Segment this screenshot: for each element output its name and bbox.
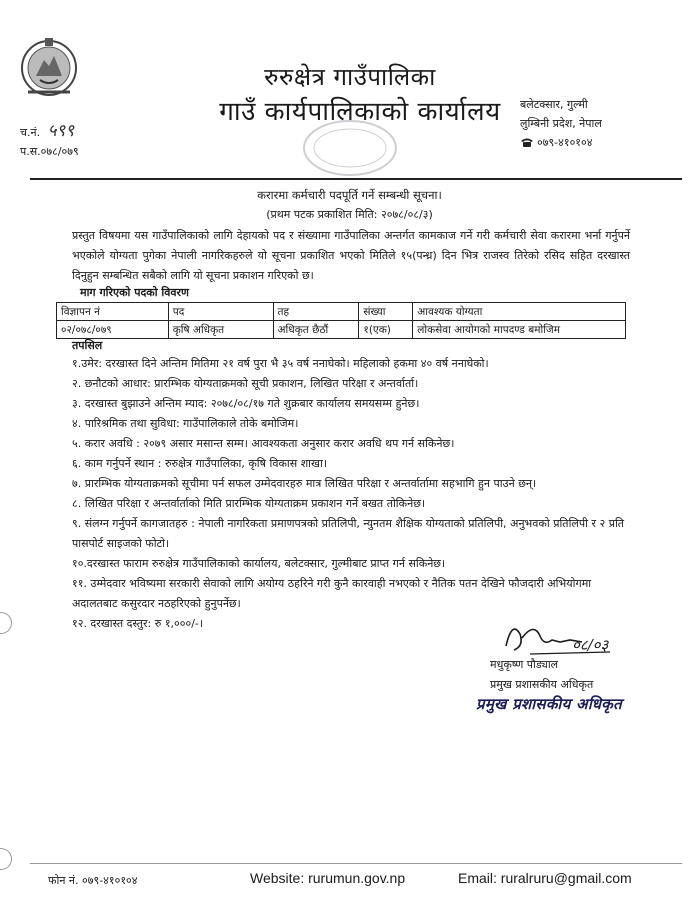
chalani-label: च.नं. (20, 126, 41, 139)
signature-date: ०८/०३ (572, 636, 609, 654)
footer-divider (30, 863, 682, 864)
list-item: ११. उम्मेदवार भविष्यमा सरकारी सेवाको लागि अयोग्य ठहरिने गरी कुनै कारवाही नभएको र नैतिक पतन देखिने फौजदारी अभियोगमा अदालतबाट कसुरदार नठहरिएको हुनुपर्नेछ। (72, 577, 592, 610)
footer-website: Website: rurumun.gov.np (250, 870, 406, 886)
list-item: ५. करार अवधि : २०७९ असार मसान्त सम्म। आवश्यकता अनुसार करार अवधि थप गर्न सकिनेछ। (72, 437, 455, 450)
office-name: गाउँ कार्यपालिकाको कार्यालय (219, 97, 501, 127)
notice-title: करारमा कर्मचारी पदपूर्ति गर्ने सम्बन्धी सूचना। (257, 188, 442, 202)
designation-stamp: प्रमुख प्रशासकीय अधिकृत (476, 695, 622, 713)
list-item: १.उमेर: दरखास्त दिने अन्तिम मितिमा २१ वर्ष पुरा भै ३५ वर्ष ननाघेको। महिलाको हकमा ४० वर्ष ननाघेको। (72, 357, 489, 370)
list-item: २. छनौटको आधार: प्रारम्भिक योग्यताक्रमको सूची प्रकाशन, लिखित परिक्षा र अन्तर्वार्ता। (72, 377, 419, 390)
table-header: विज्ञापन नं (57, 303, 169, 321)
table-cell: १(एक) (359, 321, 413, 339)
table-header-row (57, 303, 626, 321)
municipality-name: रुरुक्षेत्र गाउँपालिका (264, 63, 436, 91)
table-header: तह (273, 303, 359, 321)
office-seal-stamp (300, 118, 400, 178)
table-header: पद (168, 303, 273, 321)
list-item: ६. काम गर्नुपर्ने स्थान : रुरुक्षेत्र गाउँपालिका, कृषि विकास शाखा। (72, 457, 328, 470)
table-cell: अधिकृत छैठौं (273, 321, 359, 339)
list-item: ८. लिखित परिक्षा र अन्तर्वार्ताको मिति प्रारम्भिक योग्यताक्रम प्रकाशन गर्ने बखत तोकिनेछ। (72, 497, 426, 510)
table-header: संख्या (359, 303, 413, 321)
details-list (72, 354, 632, 634)
list-item: १०.दरखास्त फाराम रुरुक्षेत्र गाउँपालिकाको कार्यालय, बलेटक्सार, गुल्मीबाट प्राप्त गर्न सकिनेछ। (72, 557, 446, 570)
details-heading: तपसिल (72, 339, 103, 352)
table-cell: कृषि अधिकृत (168, 321, 273, 339)
list-item: ९. संलग्न गर्नुपर्ने कागजातहरु : नेपाली नागरिकता प्रमाणपत्रको प्रतिलिपी, न्युनतम शैक्षिक योग्यताको प्रतिलिपी, अनुभवको प्रतिलिपी र २ प्रति पासपोर्ट साइजको फोटो। (72, 517, 625, 550)
header-divider (30, 178, 682, 180)
table-title: माग गरिएको पदको विवरण (80, 286, 189, 299)
fiscal-year: प.स.०७८/०७९ (20, 145, 79, 158)
footer-email: Email: ruralruru@gmail.com (458, 870, 632, 886)
address-line-1: बलेटक्सार, गुल्मी (520, 98, 588, 111)
margin-mark (0, 848, 12, 870)
list-item: ७. प्रारम्भिक योग्यताक्रमको सूचीमा पर्न सफल उम्मेदवारहरु मात्र लिखित परिक्षा र अन्तर्वार्तामा सहभागि हुन पाउने छन्। (72, 477, 537, 490)
margin-mark (0, 612, 12, 634)
list-item: ४. पारिश्रमिक तथा सुविधा: गाउँपालिकाले तोके बमोजिम। (72, 417, 299, 430)
phone-number: ०७९-४१०१०४ (537, 136, 593, 149)
address-line-2: लुम्बिनी प्रदेश, नेपाल (520, 117, 602, 130)
office-address (520, 95, 602, 152)
chalani-value: ५९९ (47, 121, 75, 141)
table-row (57, 321, 626, 339)
nepal-emblem-icon (18, 36, 80, 102)
phone-line (520, 133, 602, 152)
signer-name: मधुकृष्ण पौड्याल (490, 658, 559, 671)
signer-designation: प्रमुख प्रशासकीय अधिकृत (490, 678, 594, 691)
telephone-icon (520, 137, 534, 148)
table-header: आवश्यक योग्यता (413, 303, 626, 321)
notice-subtitle: (प्रथम पटक प्रकाशित मिति: २०७८/०८/३) (266, 208, 433, 221)
chalani-number (20, 121, 75, 141)
footer-phone: फोन नं. ०७९-४१०१०४ (48, 874, 138, 887)
handwritten-signature (500, 616, 620, 662)
list-item: ३. दरखास्त बुझाउने अन्तिम म्याद: २०७८/०८/१७ गते शुक्रबार कार्यालय समयसम्म हुनेछ। (72, 397, 420, 410)
posts-table (56, 302, 626, 339)
list-item: १२. दरखास्त दस्तुर: रु १,०००/-। (72, 617, 204, 630)
notice-intro: प्रस्तुत विषयमा यस गाउँपालिकाको लागि देहायको पद र संख्यामा गाउँपालिका अन्तर्गत कामकाज गर्ने गरी कर्मचारी सेवा करारमा भर्ना गर्नुपर्ने भएकोले योग्यता पुगेका नेपाली नागरिकहरुले यो सूचना प्रकाशित भएको मितिले १५(पन्ध्र) दिन भित्र राजस्व तिरेको रसिद सहित दरखास्त दिनुहुन सम्बन्धित सबैको लागि यो सूचना प्रकाशन गरिएको छ। (72, 229, 630, 282)
table-cell: लोकसेवा आयोगको मापदण्ड बमोजिम (413, 321, 626, 339)
table-cell: ०२/०७८/०७९ (57, 321, 169, 339)
